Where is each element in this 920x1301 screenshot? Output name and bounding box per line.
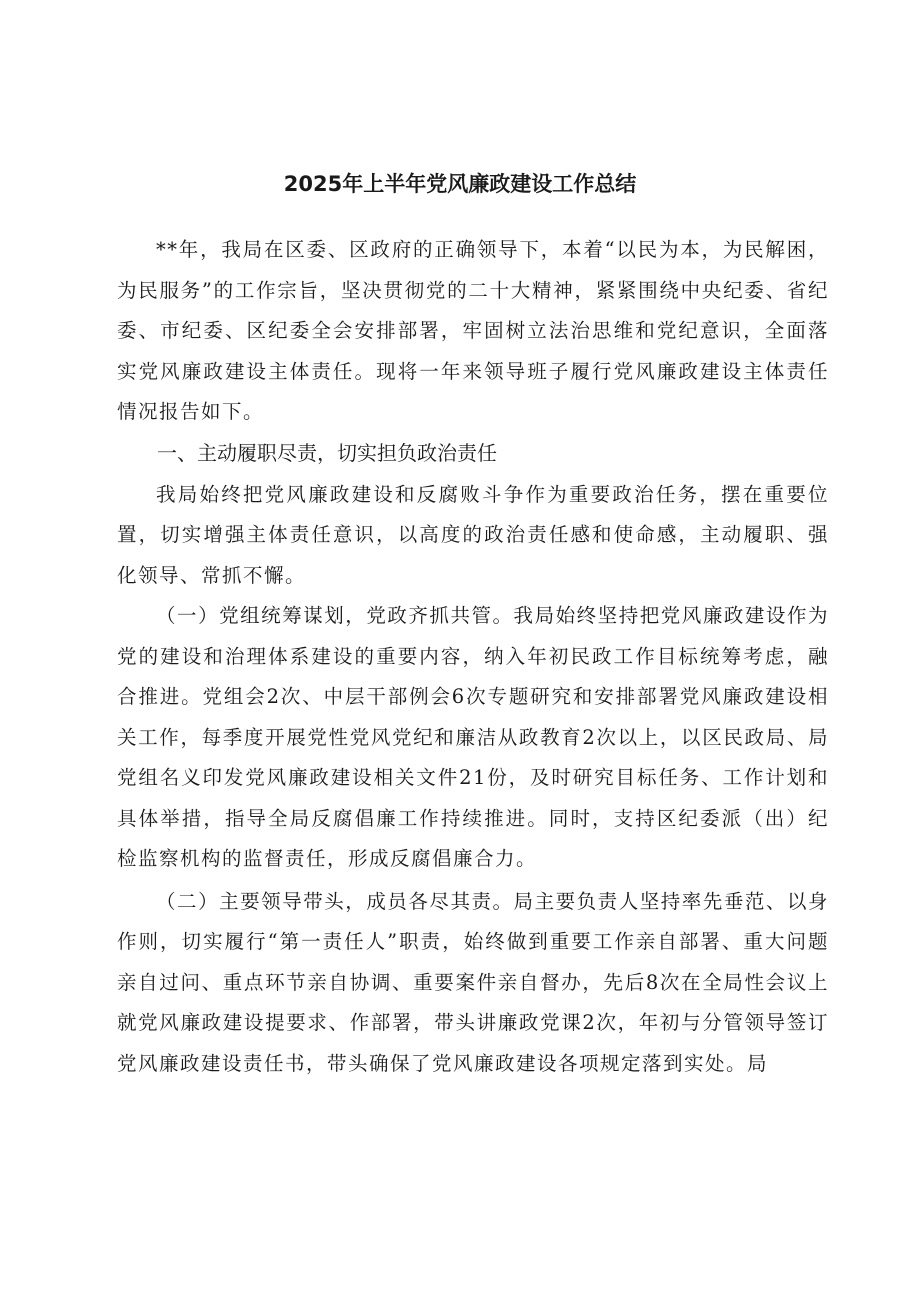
intro-paragraph: **年，我局在区委、区政府的正确领导下，本着“以民为本，为民解困，为民服务”的工作宗旨，坚决贯彻党的二十大精神，紧紧围绕中央纪委、省纪委、市纪委、区纪委全会安排部署，牢固树立法治思维和党纪意识，全面落实党风廉政建设主体责任。现将一年来领导班子履行党风廉政建设主体责任情况报告如下。 — [117, 238, 829, 423]
item-1-paragraph: （一）党组统筹谋划，党政齐抓共管。我局始终坚持把党风廉政建设作为党的建设和治理体系建设的重要内容，纳入年初民政工作目标统筹考虑，融合推进。党组会2次、中层干部例会6次专题研究和安排部署党风廉政建设相关工作，每季度开展党性党风党纪和廉洁从政教育2次以上，以区民政局、局党组名义印发党风廉政建设相关文件21份，及时研究目标任务、工作计划和具体举措，指导全局反腐倡廉工作持续推进。同时，支持区纪委派（出）纪检监察机构的监督责任，形成反腐倡廉合力。 — [117, 604, 829, 870]
section-1-intro-paragraph: 我局始终把党风廉政建设和反腐败斗争作为重要政治任务，摆在重要位置，切实增强主体责任意识，以高度的政治责任感和使命感，主动履职、强化领导、常抓不懈。 — [117, 482, 829, 587]
item-2-paragraph: （二）主要领导带头，成员各尽其责。局主要负责人坚持率先垂范、以身作则，切实履行“第一责任人”职责，始终做到重要工作亲自部署、重大问题亲自过问、重点环节亲自协调、重要案件亲自督办，先后8次在全局性会议上就党风廉政建设提要求、作部署，带头讲廉政党课2次，年初与分管领导签订党风廉政建设责任书，带头确保了党风廉政建设各项规定落到实处。局 — [117, 889, 829, 1075]
document-body — [117, 230, 829, 1084]
section-heading-1: 一、主动履职尽责，切实担负政治责任 — [157, 440, 497, 465]
document-title: 2025年上半年党风廉政建设工作总结 — [283, 172, 637, 196]
